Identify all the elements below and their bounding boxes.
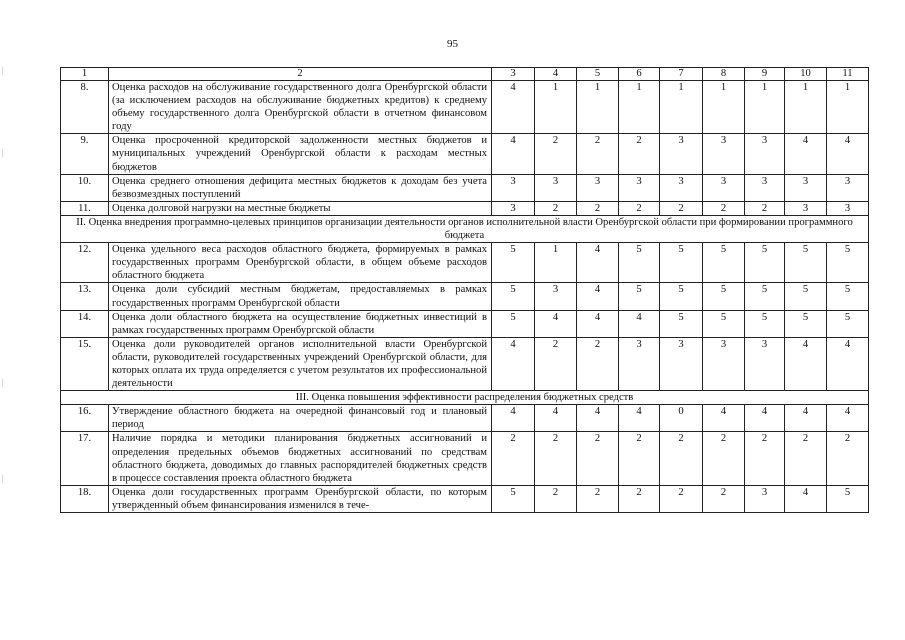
score-cell: 3	[660, 337, 703, 390]
score-cell: 5	[660, 310, 703, 337]
score-cell: 5	[619, 283, 660, 310]
score-cell: 3	[619, 337, 660, 390]
table-row	[61, 485, 869, 512]
row-number: 11.	[61, 201, 109, 215]
score-cell: 5	[703, 310, 745, 337]
score-cell: 5	[492, 310, 535, 337]
score-cell: 3	[785, 201, 827, 215]
score-cell: 2	[703, 485, 745, 512]
table-row	[61, 81, 869, 134]
score-cell: 0	[660, 405, 703, 432]
column-header: 9	[745, 68, 785, 81]
score-cell: 5	[492, 243, 535, 283]
indicator-description: Оценка расходов на обслуживание государственного долга Оренбургской области (за исключением расходов на обслуживание бюджетных кредитов) к среднему объему государственного долга Оренбургской области в отчетном финансовом году	[109, 81, 492, 134]
score-cell: 5	[745, 310, 785, 337]
score-cell: 1	[577, 81, 619, 134]
indicator-description: Оценка среднего отношения дефицита местных бюджетов к доходам без учета безвозмездных поступлений	[109, 174, 492, 201]
score-cell: 2	[577, 337, 619, 390]
column-header: 5	[577, 68, 619, 81]
score-cell: 2	[535, 134, 577, 174]
scan-edge-mark: |	[2, 474, 4, 483]
score-cell: 5	[785, 310, 827, 337]
score-cell: 3	[785, 174, 827, 201]
score-cell: 2	[619, 201, 660, 215]
score-cell: 5	[745, 283, 785, 310]
section-row	[61, 215, 869, 242]
score-cell: 5	[492, 283, 535, 310]
score-cell: 2	[577, 201, 619, 215]
indicator-description: Оценка доли государственных программ Оренбургской области, по которым утвержденный объем финансирования изменился в тече-	[109, 485, 492, 512]
score-cell: 4	[492, 81, 535, 134]
indicator-description: Оценка удельного веса расходов областного бюджета, формируемых в рамках государственных программ Оренбургской области, в общем объеме расходов областного бюджета	[109, 243, 492, 283]
score-cell: 4	[785, 337, 827, 390]
score-cell: 1	[703, 81, 745, 134]
scan-edge-mark: |	[2, 66, 4, 75]
row-number: 9.	[61, 134, 109, 174]
score-cell: 2	[703, 432, 745, 485]
indicator-description: Оценка доли руководителей органов исполнительной власти Оренбургской области, руководителей государственных учреждений Оренбургской области, для которых оплата их труда определяется с учетом результатов их профессиональной деятельности	[109, 337, 492, 390]
score-cell: 5	[785, 283, 827, 310]
column-header: 4	[535, 68, 577, 81]
score-cell: 4	[492, 405, 535, 432]
score-cell: 2	[660, 201, 703, 215]
score-cell: 2	[535, 201, 577, 215]
score-cell: 4	[827, 134, 869, 174]
score-cell: 4	[703, 405, 745, 432]
indicator-description: Утверждение областного бюджета на очередной финансовый год и плановый период	[109, 405, 492, 432]
score-cell: 1	[785, 81, 827, 134]
score-cell: 2	[535, 432, 577, 485]
column-header: 3	[492, 68, 535, 81]
score-cell: 4	[785, 134, 827, 174]
score-cell: 4	[492, 337, 535, 390]
indicator-description: Наличие порядка и методики планирования бюджетных ассигнований и определения предельных объемов бюджетных ассигнований по средствам областного бюджета, доводимых до главных распорядителей бюджетных средств в процессе составления проекта областного бюджета	[109, 432, 492, 485]
score-cell: 5	[827, 243, 869, 283]
indicator-description: Оценка долговой нагрузки на местные бюджеты	[109, 201, 492, 215]
section-row	[61, 391, 869, 405]
table-header-row	[61, 68, 869, 81]
score-cell: 3	[703, 134, 745, 174]
table-row	[61, 174, 869, 201]
score-cell: 3	[745, 174, 785, 201]
page-number: 95	[447, 38, 458, 50]
score-cell: 2	[785, 432, 827, 485]
score-cell: 5	[492, 485, 535, 512]
score-cell: 2	[577, 432, 619, 485]
score-cell: 1	[535, 243, 577, 283]
table-row	[61, 201, 869, 215]
score-cell: 3	[703, 174, 745, 201]
table-row	[61, 134, 869, 174]
row-number: 17.	[61, 432, 109, 485]
score-cell: 3	[492, 174, 535, 201]
score-cell: 4	[577, 243, 619, 283]
score-cell: 3	[827, 174, 869, 201]
score-cell: 5	[745, 243, 785, 283]
score-cell: 5	[703, 243, 745, 283]
score-cell: 4	[492, 134, 535, 174]
score-cell: 4	[827, 405, 869, 432]
column-header: 8	[703, 68, 745, 81]
score-cell: 4	[619, 405, 660, 432]
row-number: 8.	[61, 81, 109, 134]
column-header: 7	[660, 68, 703, 81]
score-cell: 5	[785, 243, 827, 283]
score-cell: 2	[827, 432, 869, 485]
score-cell: 3	[745, 337, 785, 390]
score-cell: 5	[619, 243, 660, 283]
score-cell: 4	[577, 310, 619, 337]
score-cell: 2	[619, 485, 660, 512]
score-cell: 5	[660, 283, 703, 310]
score-cell: 4	[535, 405, 577, 432]
score-cell: 4	[535, 310, 577, 337]
row-number: 12.	[61, 243, 109, 283]
score-cell: 3	[660, 174, 703, 201]
score-cell: 1	[619, 81, 660, 134]
column-header: 2	[109, 68, 492, 81]
row-number: 18.	[61, 485, 109, 512]
score-cell: 3	[577, 174, 619, 201]
table-row	[61, 243, 869, 283]
table-row	[61, 432, 869, 485]
column-header: 6	[619, 68, 660, 81]
score-cell: 4	[827, 337, 869, 390]
score-cell: 2	[619, 134, 660, 174]
score-cell: 1	[535, 81, 577, 134]
indicator-description: Оценка доли субсидий местным бюджетам, предоставляемых в рамках государственных программ Оренбургской области	[109, 283, 492, 310]
score-cell: 2	[492, 432, 535, 485]
score-cell: 2	[619, 432, 660, 485]
score-cell: 2	[745, 432, 785, 485]
row-number: 10.	[61, 174, 109, 201]
indicator-table	[60, 67, 869, 513]
score-cell: 2	[745, 201, 785, 215]
scan-edge-mark: |	[2, 378, 4, 387]
score-cell: 2	[703, 201, 745, 215]
section-heading: III. Оценка повышения эффективности распределения бюджетных средств	[61, 391, 869, 405]
table-row	[61, 310, 869, 337]
score-cell: 4	[745, 405, 785, 432]
table-row	[61, 337, 869, 390]
section-heading: II. Оценка внедрения программно-целевых принципов организации деятельности органов исполнительной власти Оренбургской области при формировании программного бюджета	[61, 215, 869, 242]
score-cell: 3	[660, 134, 703, 174]
score-cell: 3	[619, 174, 660, 201]
score-cell: 5	[703, 283, 745, 310]
score-cell: 3	[703, 337, 745, 390]
table-row	[61, 405, 869, 432]
score-cell: 4	[785, 405, 827, 432]
column-header: 11	[827, 68, 869, 81]
row-number: 15.	[61, 337, 109, 390]
column-header: 1	[61, 68, 109, 81]
score-cell: 3	[535, 174, 577, 201]
score-cell: 5	[827, 485, 869, 512]
score-cell: 2	[660, 432, 703, 485]
row-number: 16.	[61, 405, 109, 432]
score-cell: 3	[492, 201, 535, 215]
column-header: 10	[785, 68, 827, 81]
scan-edge-mark: |	[2, 148, 4, 157]
score-cell: 4	[577, 283, 619, 310]
score-cell: 1	[745, 81, 785, 134]
indicator-description: Оценка просроченной кредиторской задолженности местных бюджетов и муниципальных учреждений Оренбургской области к расходам местных бюджетов	[109, 134, 492, 174]
score-cell: 2	[577, 485, 619, 512]
score-cell: 1	[827, 81, 869, 134]
score-cell: 3	[827, 201, 869, 215]
score-cell: 2	[535, 485, 577, 512]
row-number: 13.	[61, 283, 109, 310]
score-cell: 3	[745, 485, 785, 512]
indicator-description: Оценка доли областного бюджета на осуществление бюджетных инвестиций в рамках государственных программ Оренбургской области	[109, 310, 492, 337]
score-cell: 3	[535, 283, 577, 310]
score-cell: 3	[745, 134, 785, 174]
table-row	[61, 283, 869, 310]
score-cell: 5	[827, 310, 869, 337]
score-cell: 2	[660, 485, 703, 512]
score-cell: 5	[660, 243, 703, 283]
score-cell: 4	[619, 310, 660, 337]
score-cell: 4	[785, 485, 827, 512]
score-cell: 1	[660, 81, 703, 134]
score-cell: 2	[577, 134, 619, 174]
score-cell: 5	[827, 283, 869, 310]
score-cell: 2	[535, 337, 577, 390]
row-number: 14.	[61, 310, 109, 337]
score-cell: 4	[577, 405, 619, 432]
